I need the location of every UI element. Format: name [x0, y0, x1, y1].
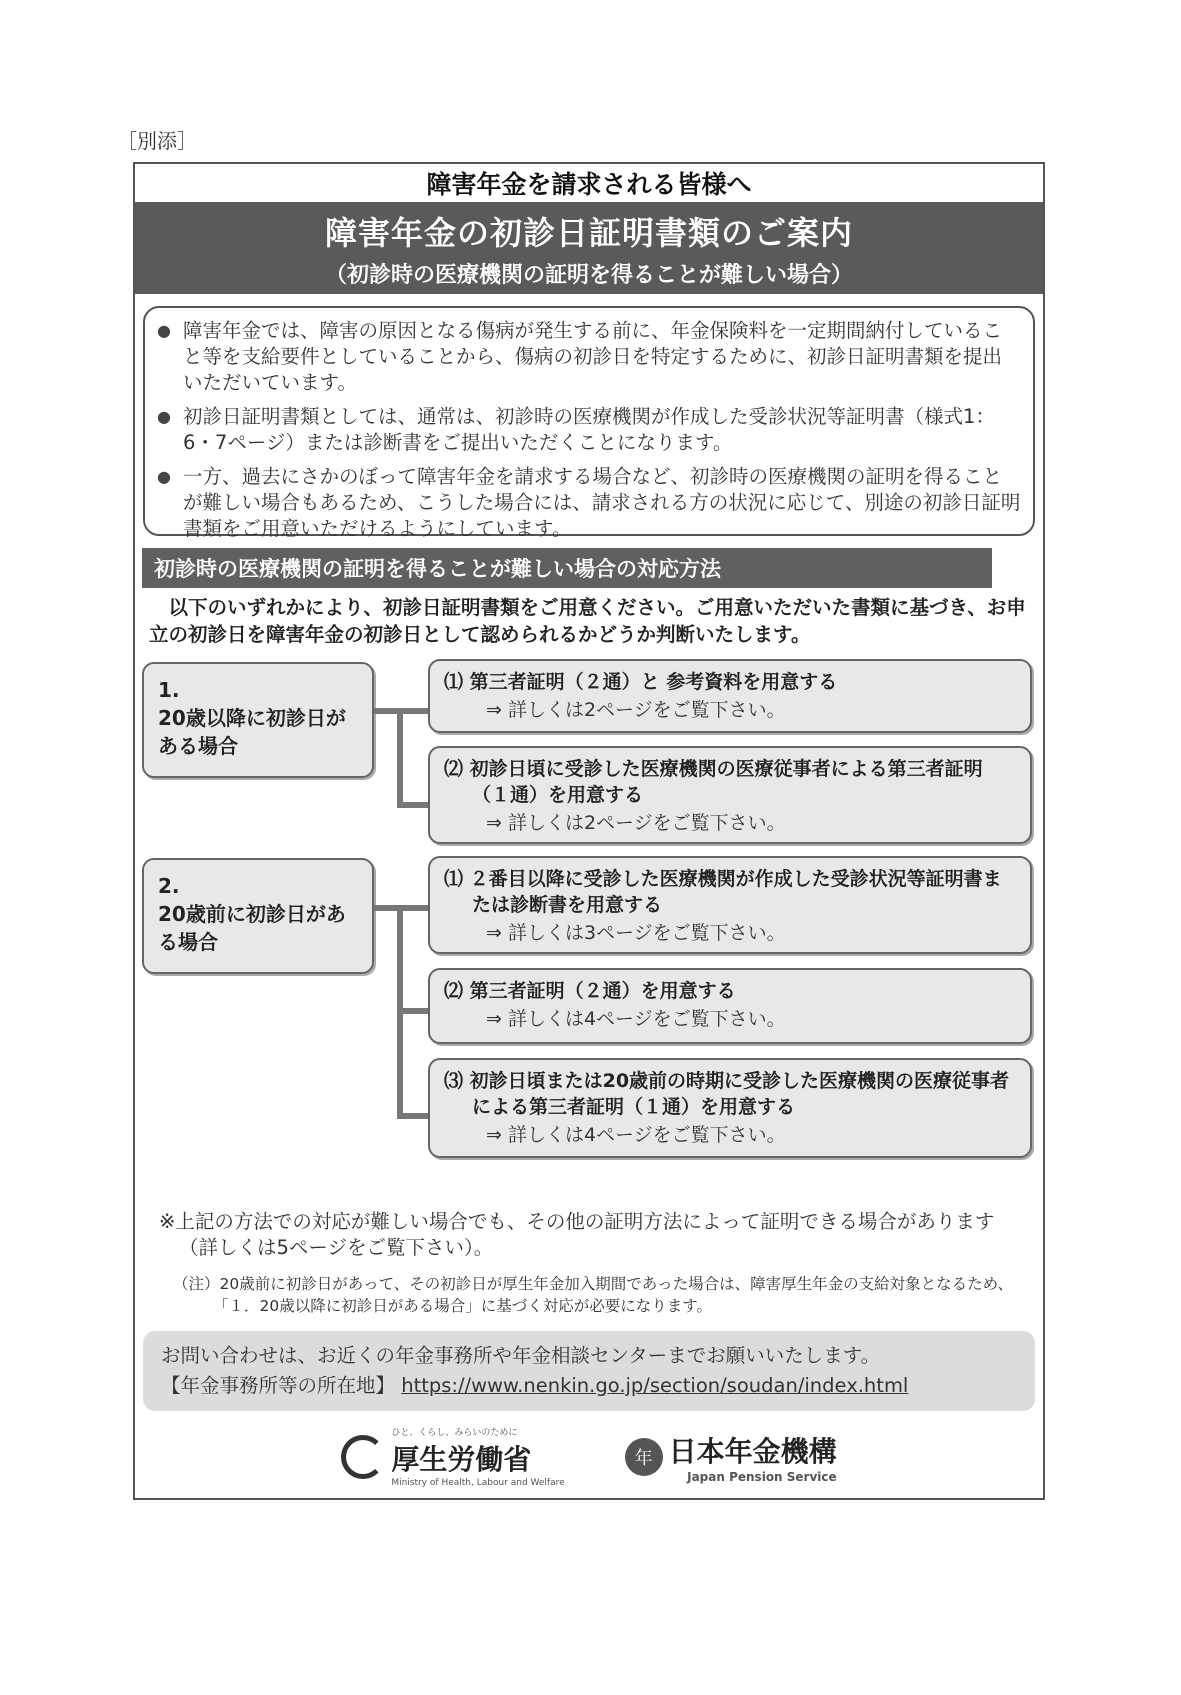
case-2-option-3: ⑶ 初診日頃または20歳前の時期に受診した医療機関の医療従事者による第三者証明（１通）を用意する ⇒ 詳しくは4ページをご覧下さい。	[428, 1058, 1032, 1158]
intro-bullet: ● 障害年金では、障害の原因となる傷病が発生する前に、年金保険料を一定期間納付していること等を支給要件としていることから、傷病の初診日を特定するために、初診日証明書類を提出いただいています。	[157, 319, 1003, 394]
banner-title: 障害年金の初診日証明書類のご案内	[324, 213, 853, 252]
intro-bullet: ● 一方、過去にさかのぼって障害年金を請求する場合など、初診時の医療機関の証明を得ることが難しい場合もあるため、こうした場合には、請求される方の状況に応じて、別途の初診日証明書類をご用意いただけるようにしています。	[157, 465, 1021, 540]
intro-box	[143, 306, 1035, 540]
remark-note: ※上記の方法での対応が難しい場合でも、その他の証明方法によって証明できる場合があります（詳しくは5ページをご覧下さい）。	[159, 1210, 995, 1259]
mhlw-figure-icon	[341, 1435, 385, 1479]
contact-location	[161, 1371, 1017, 1401]
section-lead: 以下のいずれかにより、初診日証明書類をご用意ください。ご用意いただいた書類に基づき、お申立の初診日を障害年金の初診日として認められるかどうか判断いたします。	[149, 596, 1026, 646]
office-locator-link[interactable]: https://www.nenkin.go.jp/section/soudan/index.html	[401, 1374, 909, 1397]
jps-emblem-icon: 年	[625, 1438, 663, 1476]
attachment-label: ［別添］	[117, 129, 197, 153]
top-title: 障害年金を請求される皆様へ	[426, 170, 752, 199]
jps-logo: 年 日本年金機構 Japan Pension Service	[625, 1430, 837, 1484]
case-1-box: 1. 20歳以降に初診日がある場合	[142, 662, 374, 778]
case-2-option-2: ⑵ 第三者証明（２通）を用意する ⇒ 詳しくは4ページをご覧下さい。	[428, 968, 1032, 1044]
caution-note: （注）20歳前に初診日があって、その初診日が厚生年金加入期間であった場合は、障害厚生年金の支給対象となるため、「１．20歳以降に初診日がある場合」に基づく対応が必要になります。	[173, 1275, 1013, 1315]
connector	[397, 802, 428, 808]
contact-box	[143, 1331, 1035, 1411]
leaflet	[133, 162, 1045, 1500]
mhlw-logo: ひと、くらし、みらいのために 厚生労働省 Ministry of Health, Labour and Welfare	[341, 1425, 564, 1488]
bullet-icon: ●	[157, 467, 171, 486]
bullet-icon: ●	[157, 321, 171, 340]
connector	[397, 708, 403, 808]
case-1-option-1: ⑴ 第三者証明（２通）と 参考資料を用意する ⇒ 詳しくは2ページをご覧下さい。	[428, 659, 1032, 733]
contact-message: お問い合わせは、お近くの年金事務所や年金相談センターまでお願いいたします。	[161, 1344, 881, 1367]
case-2-option-1: ⑴ ２番目以降に受診した医療機関が作成した受診状況等証明書または診断書を用意する ⇒ 詳しくは3ページをご覧下さい。	[428, 856, 1032, 954]
intro-bullet: ● 初診日証明書類としては、通常は、初診時の医療機関が作成した受診状況等証明書（様式1：6・7ページ）または診断書をご提出いただくことになります。	[157, 405, 995, 454]
section-heading: 初診時の医療機関の証明を得ることが難しい場合の対応方法	[142, 548, 992, 588]
connector	[397, 1113, 428, 1119]
case-2-box: 2. 20歳前に初診日がある場合	[142, 858, 374, 974]
location-label: 【年金事務所等の所在地】	[161, 1374, 396, 1397]
connector	[397, 1008, 428, 1014]
banner-subtitle: （初診時の医療機関の証明を得ることが難しい場合）	[324, 262, 853, 288]
case-1-option-2: ⑵ 初診日頃に受診した医療機関の医療従事者による第三者証明（１通）を用意する ⇒ 詳しくは2ページをご覧下さい。	[428, 746, 1032, 844]
title-banner	[135, 202, 1043, 294]
logos	[135, 1425, 1043, 1488]
bullet-icon: ●	[157, 407, 171, 426]
options-flowchart	[135, 662, 1043, 1197]
